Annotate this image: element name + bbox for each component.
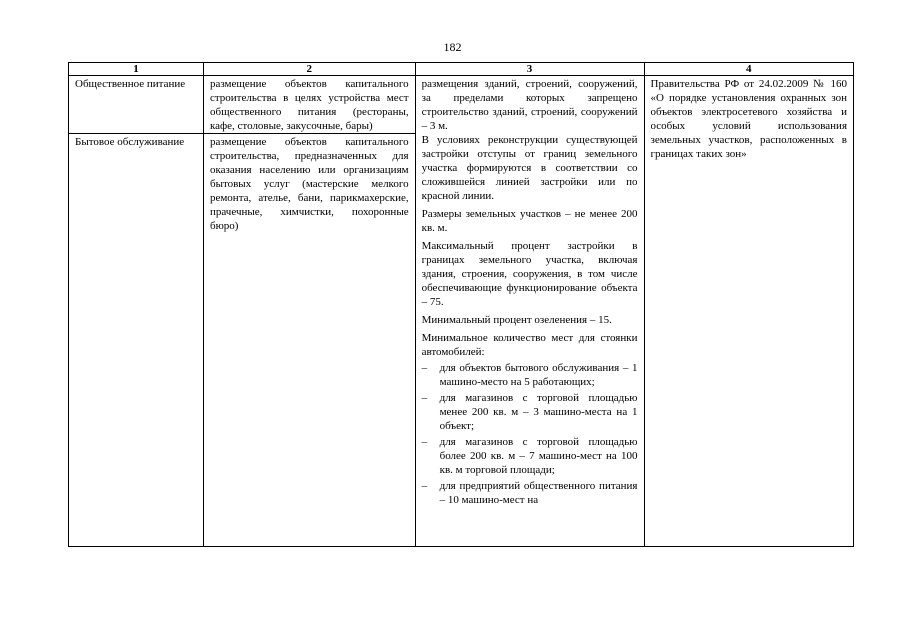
use-name: Бытовое обслуживание (75, 136, 185, 148)
parameter-parking-intro: Минимальное количество мест для стоянки автомобилей: (421, 332, 638, 358)
list-item-text: для магазинов с торговой площадью более 200 кв. м – 7 машино-мест на 100 кв. м торговой площади; (439, 436, 638, 476)
zoning-table (68, 62, 854, 547)
page-number: 182 (443, 40, 462, 54)
parameter-setback: размещения зданий, строений, сооружений, за пределами которых запрещено строительство зданий, строений, сооружений – 3 м. (421, 78, 638, 132)
header-col-3: 3 (415, 63, 644, 76)
use-description: размещение объектов капитального строительства в целях устройства мест общественного питания (рестораны, кафе, столовые, закусочные, бары) (209, 78, 409, 132)
use-name-cell (69, 134, 204, 547)
restrictions-text: Правительства РФ от 24.02.2009 № 160 «О порядке установления охранных зон объектов электросетевого хозяйства и особых условий использования земельных участков, расположенных в границах таких зон» (650, 78, 847, 160)
dash-bullet: – (421, 480, 428, 492)
list-item-text: для объектов бытового обслуживания – 1 машино-место на 5 работающих; (439, 362, 638, 388)
list-item-text: для магазинов с торговой площадью менее 200 кв. м – 3 машино-места на 1 объект; (439, 392, 638, 432)
parameter-plot-size: Размеры земельных участков – не менее 200 кв. м. (421, 208, 638, 234)
table-header-row (69, 63, 854, 76)
list-item-text: для предприятий общественного питания – 10 машино-мест на (439, 480, 638, 506)
list-item (422, 391, 638, 433)
parameter-max-coverage: Максимальный процент застройки в границах земельного участка, включая здания, строения, сооружения, в том числе обеспечивающие функционирование объекта – 75. (421, 240, 638, 308)
parameters-cell (415, 76, 644, 547)
dash-bullet: – (421, 362, 428, 374)
list-item (422, 435, 638, 477)
use-name-cell (69, 76, 204, 134)
use-description-cell (203, 134, 415, 547)
header-col-4: 4 (644, 63, 854, 76)
dash-bullet: – (421, 392, 428, 404)
table-row (69, 76, 854, 134)
header-col-1: 1 (69, 63, 204, 76)
list-item (422, 479, 638, 507)
restrictions-cell (644, 76, 854, 547)
use-description-cell (203, 76, 415, 134)
use-description: размещение объектов капитального строительства, предназначенных для оказания населению или организациям бытовых услуг (мастерские мелкого ремонта, ателье, бани, парикмахерские, прачечные, химчистки, похоронные бюро) (209, 136, 409, 232)
list-item (422, 361, 638, 389)
parameter-reconstruction: В условиях реконструкции существующей застройки отступы от границ земельного участка формируются в соответствии со сложившейся линией застройки или по красной линии. (421, 134, 638, 202)
parking-list (422, 361, 638, 507)
dash-bullet: – (421, 436, 428, 448)
parameter-min-greening: Минимальный процент озеленения – 15. (421, 314, 612, 326)
use-name: Общественное питание (75, 78, 186, 90)
header-col-2: 2 (203, 63, 415, 76)
